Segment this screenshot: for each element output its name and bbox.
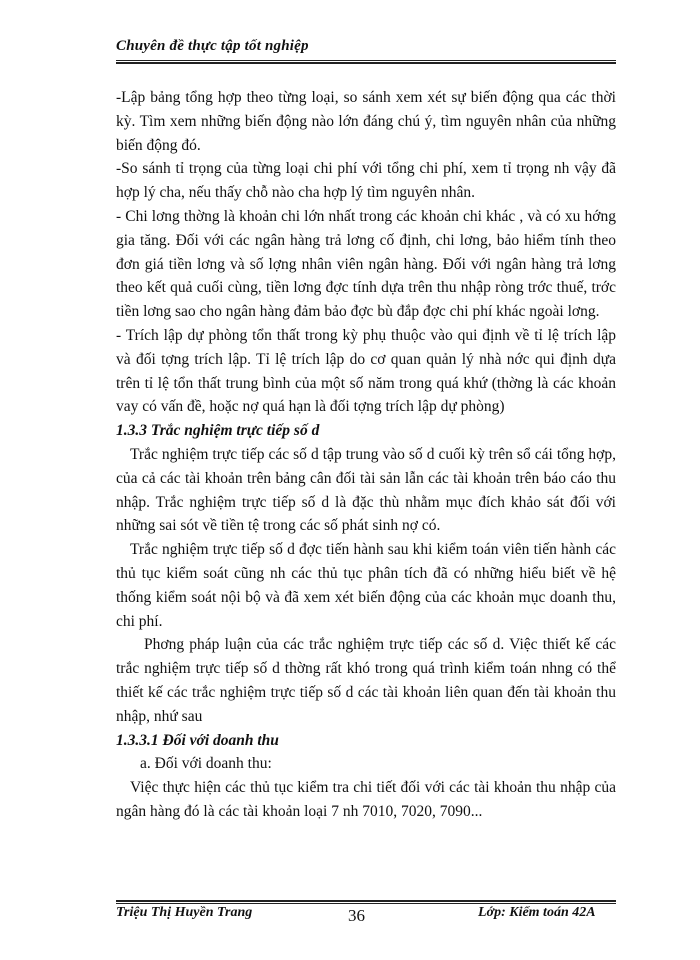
header-divider: [116, 60, 616, 61]
footer-divider: [116, 903, 616, 904]
paragraph: Phơng pháp luận của các trắc nghiệm trực tiếp các số d. Việc thiết kế các trắc nghiệm trực tiếp số d thờng rất khó trong quá trình kiểm toán nhng có thể thiết kế các trắc nghiệm trực tiếp số d các tài khoản liên quan đến tài khoản thu nhập, nhứ sau: [116, 636, 616, 725]
paragraph: Trắc nghiệm trực tiếp các số d tập trung vào số d cuối kỳ trên sổ cái tổng hợp, của cả các tài khoản trên bảng cân đối tài sản lẫn các tài khoản trên báo cáo thu nhập. Trắc nghiệm trực tiếp số d là đặc thù nhằm mục đích khảo sát đối với những sai sót về tiền tệ trong các số phát sinh nợ có.: [116, 445, 616, 535]
paragraph: - Chi lơng thờng là khoản chi lớn nhất trong các khoản chi khác , và có xu hớng gia tăng. Đối với các ngân hàng trả lơng cố định, chi lơng, bảo hiểm tính theo đơn giá tiền lơng và số lợng nhân viên ngân hàng. Đối với ngân hàng trả lơng theo kết quả cuối cùng, tiền lơng đợc tính dựa trên thu nhập ròng trớc thuế, trớc tiền lơng sao cho ngân hàng đảm bảo đợc bù đắp đợc chi phí khác ngoài lơng.: [116, 207, 616, 321]
paragraph: Việc thực hiện các thủ tục kiểm tra chi tiết đối với các tài khoản thu nhập của ngân hàng đó là các tài khoản loại 7 nh 7010, 7020, 7090...: [116, 779, 616, 820]
document-body: [116, 86, 616, 824]
footer-author: Triệu Thị Huyền Trang: [116, 905, 253, 920]
paragraph: -So sánh tỉ trọng của từng loại chi phí với tổng chi phí, xem tỉ trọng nh vậy đã hợp lý cha, nếu thấy chỗ nào cha hợp lý tìm nguyên nhân.: [116, 160, 616, 202]
section-heading: 1.3.3 Trắc nghiệm trực tiếp số d: [116, 422, 320, 440]
paragraph: -Lập bảng tổng hợp theo từng loại, so sánh xem xét sự biến động qua các thời kỳ. Tìm xem những biến động nào lớn đáng chú ý, tìm nguyên nhân của những biến động đó.: [116, 89, 616, 154]
paragraph: Trắc nghiệm trực tiếp số d đợc tiến hành sau khi kiểm toán viên tiến hành các thủ tục kiểm soát cũng nh các thủ tục phân tích đã có những hiểu biết về hệ thống kiểm soát nội bộ và đã xem xét biến động của các khoản mục doanh thu, chi phí.: [116, 541, 616, 630]
paragraph: - Trích lập dự phòng tổn thất trong kỳ phụ thuộc vào qui định về tỉ lệ trích lập và đối tợng trích lập. Tỉ lệ trích lập do cơ quan quản lý nhà nớc qui định dựa trên tỉ lệ tổn thất trung bình của một số năm trong quá khứ (thờng là các khoản vay có vấn đề, hoặc nợ quá hạn là đối tợng trích lập dự phòng): [116, 326, 616, 416]
header-divider-thick: [116, 62, 616, 64]
list-label: a. Đối với doanh thu:: [140, 755, 272, 773]
header-title: Chuyên đề thực tập tốt nghiệp: [116, 38, 309, 54]
subsection-heading: 1.3.3.1 Đối với doanh thu: [116, 731, 279, 749]
page-number: 36: [348, 906, 365, 925]
footer-divider-thick: [116, 900, 616, 902]
footer-class: Lớp: Kiểm toán 42A: [478, 905, 596, 920]
